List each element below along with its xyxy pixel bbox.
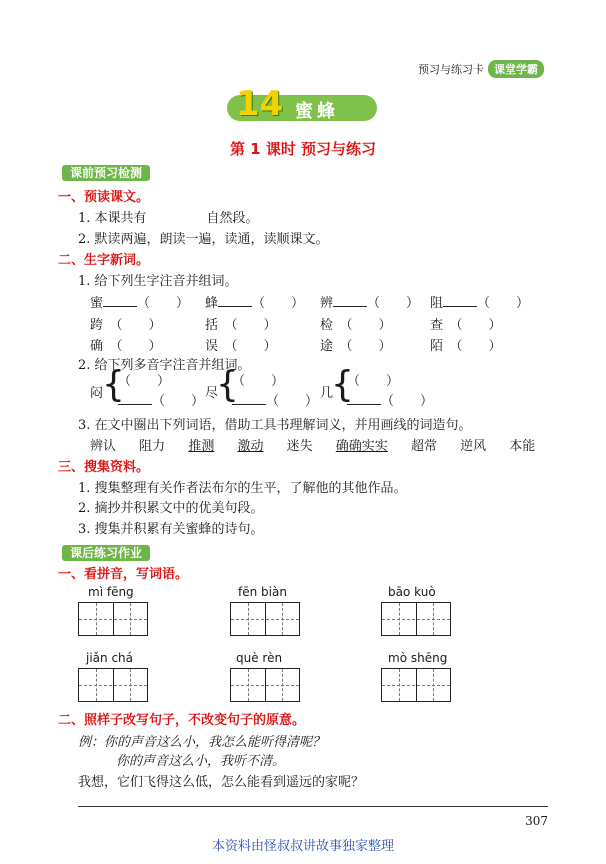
char: 阻: [430, 296, 444, 311]
brace-icon: {: [331, 364, 354, 405]
char-cell: 阻 （ ）: [430, 296, 530, 311]
writing-grid[interactable]: [381, 668, 451, 702]
sec3-q1: 1. 搜集整理有关作者法布尔的生平，了解他的其他作品。: [78, 481, 407, 496]
pinyin-label: jiǎn chá: [86, 651, 133, 665]
char-cell: 途 （ ）: [320, 339, 392, 354]
char: 确: [90, 339, 104, 354]
char-cell: 跨 （ ）: [90, 318, 162, 333]
char: 误: [205, 339, 219, 354]
char: 辨: [320, 296, 334, 311]
pinyin-label: mò shēng: [388, 651, 448, 665]
char: 检: [320, 318, 334, 333]
poly-slot: （ ）: [118, 374, 171, 389]
lesson-title: 蜜蜂: [295, 101, 339, 122]
poly-slot: （ ）: [347, 390, 433, 409]
word-underlined: 激动: [237, 439, 264, 454]
pinyin-label: què rèn: [236, 651, 283, 665]
char-cell: 辨 （ ）: [320, 296, 420, 311]
poly-char: 尽: [205, 386, 219, 401]
char-cell: 括 （ ）: [205, 318, 277, 333]
example-line-2: 你的声音这么小，我听不清。: [116, 754, 286, 769]
writing-grid[interactable]: [230, 668, 300, 702]
example-line-1: 例：你的声音这么小，我怎么能听得清呢？: [78, 735, 326, 750]
pinyin-label: fēn biàn: [238, 585, 287, 599]
char: 蜂: [205, 296, 219, 311]
header-tag: 课堂学霸: [488, 60, 544, 78]
section-3-title: 三、搜集资料。: [58, 460, 150, 475]
sec1-q1: [78, 207, 259, 226]
header-label: 预习与练习卡: [418, 63, 484, 76]
sec1-q1-text: 1. 本课共有: [78, 211, 147, 226]
lesson-subtitle: 第 1 课时 预习与练习: [229, 140, 377, 158]
poly-char: 闷: [90, 386, 104, 401]
writing-grid[interactable]: [78, 602, 148, 636]
char-row-1: 蜜 （ ）: [90, 296, 190, 311]
section-1-title: 一、预读课文。: [58, 190, 150, 205]
word: 迷失: [286, 439, 313, 454]
section-5-title: 二、照样子改写句子，不改变句子的原意。: [58, 713, 306, 728]
poly-char: 几: [320, 386, 334, 401]
section-4-title: 一、看拼音，写词语。: [58, 567, 189, 582]
char: 跨: [90, 318, 104, 333]
sec1-q2: 2. 默读两遍，朗读一遍，读通，读顺课文。: [78, 232, 329, 247]
poly-slot: （ ）: [232, 374, 285, 389]
sec3-q3: 3. 搜集并积累有关蜜蜂的诗句。: [78, 522, 264, 537]
after-class-tag: 课后练习作业: [62, 545, 150, 561]
char-cell: 误 （ ）: [205, 339, 277, 354]
poly-slot: （ ）: [232, 390, 318, 409]
char: 蜜: [90, 296, 104, 311]
char-cell: 查 （ ）: [430, 318, 502, 333]
brace-icon: {: [216, 364, 239, 405]
footer-credit: 本资料由怪叔叔讲故事独家整理: [211, 839, 394, 854]
sec2-q2: 2. 给下列多音字注音并组词。: [78, 358, 251, 373]
char-cell: 确 （ ）: [90, 339, 162, 354]
writing-grid[interactable]: [230, 602, 300, 636]
writing-grid[interactable]: [381, 602, 451, 636]
char: 括: [205, 318, 219, 333]
char-cell: 陌 （ ）: [430, 339, 502, 354]
section-2-title: 二、生字新词。: [58, 253, 150, 268]
rewrite-question: 我想，它们飞得这么低，怎么能看到遥远的家呢？: [78, 775, 365, 790]
sec1-q1-end: 自然段。: [206, 211, 259, 226]
char: 查: [430, 318, 444, 333]
writing-grid[interactable]: [78, 668, 148, 702]
word: 逆风: [460, 439, 487, 454]
pinyin-label: bāo kuò: [388, 585, 436, 599]
char: 陌: [430, 339, 444, 354]
char-cell: 检 （ ）: [320, 318, 392, 333]
sec2-q1: 1. 给下列生字注音并组词。: [78, 274, 238, 289]
footer-divider: [78, 806, 548, 807]
pinyin-label: mì fēng: [88, 585, 134, 599]
word: 超常: [410, 439, 437, 454]
sec3-q2: 2. 摘抄并积累文中的优美句段。: [78, 501, 264, 516]
poly-slot: （ ）: [347, 374, 400, 389]
word: 辨认: [90, 439, 117, 454]
page-header: [418, 60, 544, 78]
word: 本能: [509, 439, 536, 454]
char-cell: 蜂 （ ）: [205, 296, 305, 311]
brace-icon: {: [102, 364, 125, 405]
page-number: 307: [525, 814, 548, 828]
word-list: [90, 435, 535, 454]
word-underlined: 确确实实: [335, 439, 388, 454]
preview-tag: 课前预习检测: [62, 165, 150, 181]
char: 途: [320, 339, 334, 354]
poly-slot: （ ）: [118, 390, 204, 409]
word-underlined: 推测: [188, 439, 215, 454]
lesson-number: 14: [236, 84, 284, 124]
word: 阻力: [139, 439, 166, 454]
sec2-q3: 3. 在文中圈出下列词语，借助工具书理解词义，并用画线的词造句。: [78, 418, 472, 433]
